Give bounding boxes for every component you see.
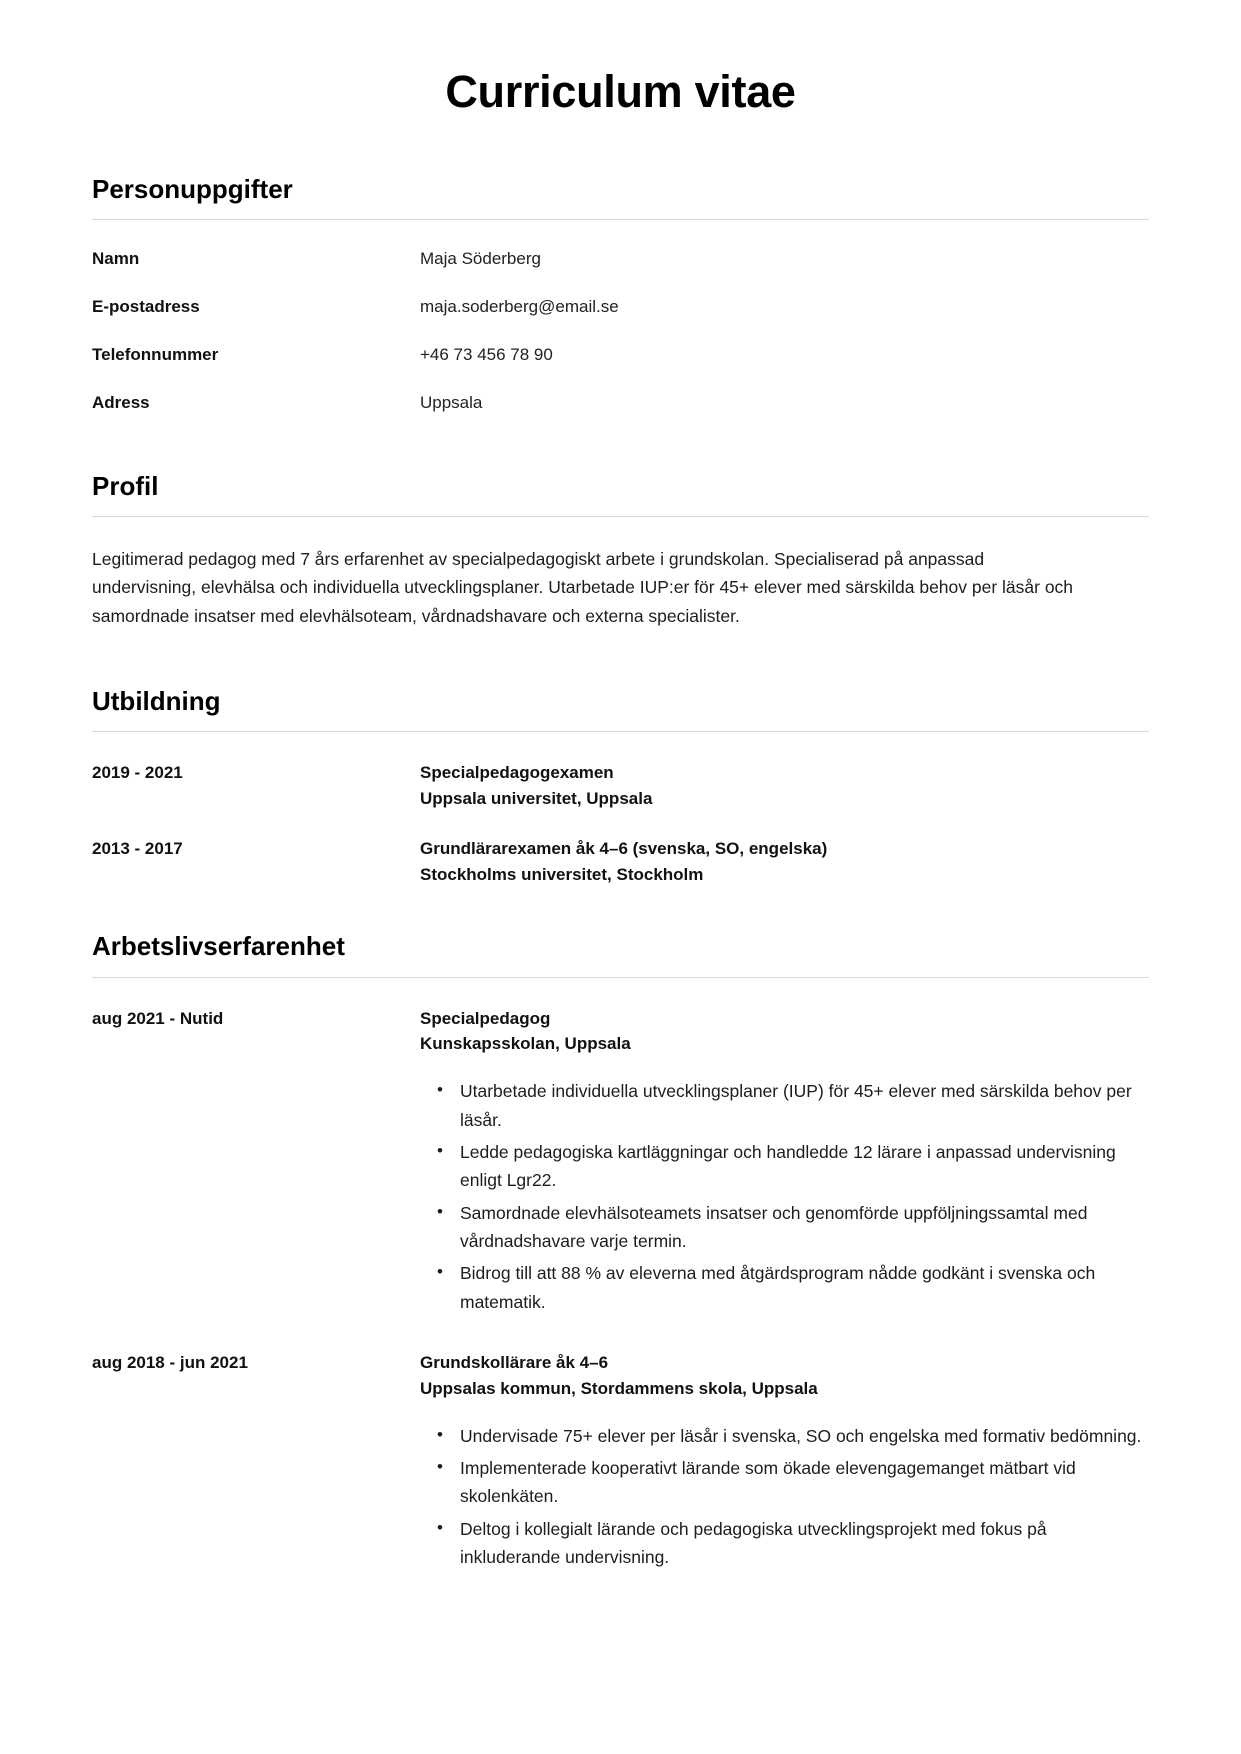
personal-row-phone [92, 344, 1149, 367]
list-item: • Deltog i kollegialt lärande och pedagogiska utvecklingsprojekt med fokus på inkluderande undervisning. [458, 1515, 1149, 1572]
section-personal-details [92, 174, 1149, 415]
section-heading-profile: Profil [92, 470, 159, 501]
section-experience [92, 931, 1149, 1571]
education-degree: Grundlärarexamen åk 4–6 (svenska, SO, engelska) [420, 838, 828, 858]
experience-entry [92, 1350, 1149, 1571]
education-degree: Specialpedagogexamen [420, 763, 614, 783]
section-heading-education: Utbildning [92, 685, 221, 716]
experience-details [420, 1350, 1149, 1571]
experience-role: Specialpedagog [420, 1008, 551, 1028]
experience-details [420, 1006, 1149, 1316]
list-item: • Bidrog till att 88 % av eleverna med åtgärdsprogram nådde godkänt i svenska och matematik. [458, 1259, 1149, 1316]
field-value-phone: +46 73 456 78 90 [420, 344, 553, 364]
experience-bullet-list [420, 1422, 1149, 1572]
profile-summary-text: Legitimerad pedagog med 7 års erfarenhet av specialpedagogiskt arbete i grundskolan. Specialiserad på anpassad undervisning, elevhälsa och individuella utvecklingsplaner. Utarbetade IUP:er för 45+ elever med särskilda behov per läsår och samordnade insatser med elevhälsoteam, vårdnadshavare och externa specialister. [92, 548, 1074, 626]
page-title: Curriculum vitae [445, 66, 796, 117]
experience-period: aug 2021 - Nutid [92, 1008, 224, 1028]
personal-row-name [92, 248, 1149, 271]
education-details [420, 760, 1149, 812]
education-entry [92, 760, 1149, 812]
experience-organisation: Uppsalas kommun, Stordammens skola, Uppsala [420, 1378, 818, 1398]
field-value-email: maja.soderberg@email.se [420, 296, 619, 316]
section-divider [92, 219, 1149, 220]
education-period: 2013 - 2017 [92, 838, 183, 858]
education-details [420, 836, 1149, 888]
education-school: Stockholms universitet, Stockholm [420, 864, 704, 884]
field-label-address: Adress [92, 392, 150, 412]
field-value-name: Maja Söderberg [420, 248, 541, 268]
section-divider [92, 977, 1149, 978]
field-label-phone: Telefonnummer [92, 344, 219, 364]
section-divider [92, 731, 1149, 732]
field-value-address: Uppsala [420, 392, 483, 412]
section-heading-personal: Personuppgifter [92, 173, 293, 204]
experience-bullet-list [420, 1077, 1149, 1316]
experience-organisation: Kunskapsskolan, Uppsala [420, 1034, 631, 1054]
list-item: • Utarbetade individuella utvecklingsplaner (IUP) för 45+ elever med särskilda behov per läsår. [458, 1077, 1149, 1134]
section-profile [92, 471, 1149, 630]
field-label-name: Namn [92, 248, 140, 268]
education-entry [92, 836, 1149, 888]
education-period: 2019 - 2021 [92, 763, 183, 783]
list-item: • Ledde pedagogiska kartläggningar och handledde 12 lärare i anpassad undervisning enligt Lgr22. [458, 1138, 1149, 1195]
field-label-email: E-postadress [92, 296, 200, 316]
section-education [92, 686, 1149, 888]
personal-row-email [92, 296, 1149, 319]
experience-entry [92, 1006, 1149, 1316]
education-school: Uppsala universitet, Uppsala [420, 788, 653, 808]
section-divider [92, 516, 1149, 517]
list-item: • Implementerade kooperativt lärande som ökade elevengagemanget mätbart vid skolenkäten. [458, 1454, 1149, 1511]
list-item: • Samordnade elevhälsoteamets insatser och genomförde uppföljningssamtal med vårdnadshavare varje termin. [458, 1199, 1149, 1256]
experience-role: Grundskollärare åk 4–6 [420, 1353, 609, 1372]
list-item: • Undervisade 75+ elever per läsår i svenska, SO och engelska med formativ bedömning. [458, 1422, 1149, 1450]
personal-row-address [92, 392, 1149, 415]
experience-period: aug 2018 - jun 2021 [92, 1353, 248, 1372]
section-heading-experience: Arbetslivserfarenhet [92, 931, 345, 962]
